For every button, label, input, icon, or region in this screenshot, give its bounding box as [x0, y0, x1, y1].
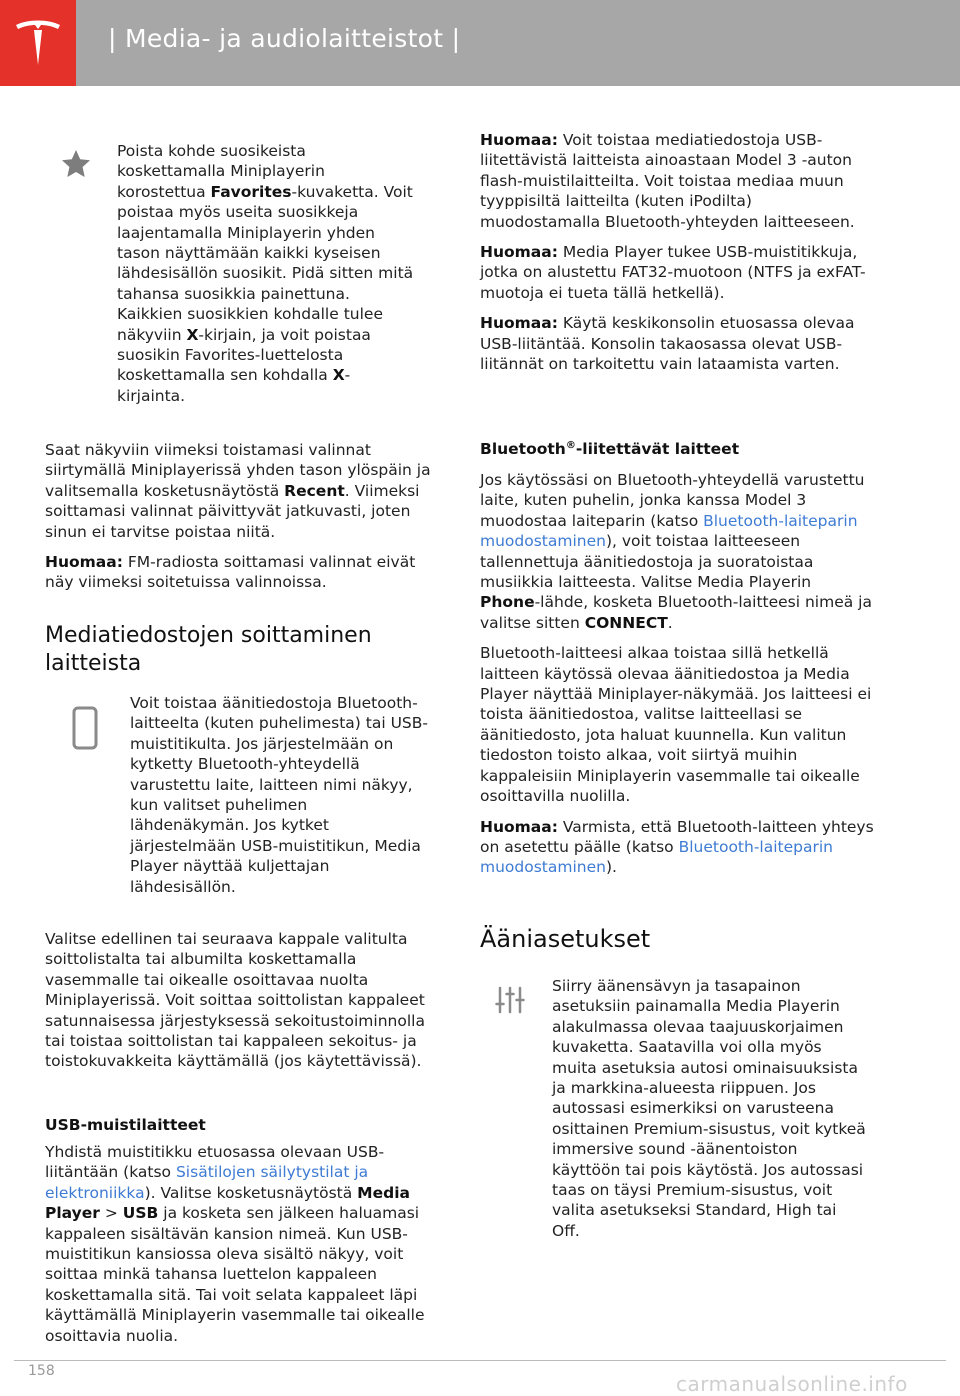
section-title-play: Mediatiedostojen soittaminen laitteista: [45, 623, 372, 676]
playlist-paragraph: Valitse edellinen tai seuraava kappale valitulta soittolistalta tai albumilta koskettamalla vasemmalle tai oikealle osoittavaa nuolta Miniplayerissä. Voit soittaa soittolistan kappaleet satunnaisessa järjestyksessä sekoitustoiminnolla tai toistaa soittolistan tai kappaleen sekoitus- ja toistokuvakkeita käyttämällä (jos käytettävissä).: [45, 930, 425, 1071]
left-column: [45, 440, 440, 603]
recent-label: Recent: [284, 481, 345, 500]
star-icon: [60, 148, 92, 180]
bluetooth-paragraph-2: Bluetooth-laitteesi alkaa toistaa sillä hetkellä laitteen käytössä olevaa äänitiedostoa ja Media Player näyttää Miniplayer-näkymää. Jos laitteesi ei toista äänitiedostoa, valitse laitteellasi se äänitiedosto, jota haluat kuunnella. Kun valitun tiedoston toisto alkaa, voit siirtyä muihin kappaleisiin Miniplayerin vasemmalle tai oikealle osoittavilla nuolilla.: [480, 644, 872, 806]
bluetooth-paragraph-1: Jos käytössäsi on Bluetooth-yhteydellä varustettu laite, kuten puhelin, jonka kanssa Model 3 muodostaa laiteparin (katso Bluetooth-laiteparin muodostaminen), voit toistaa laitteeseen tallennettuja äänitiedostoja ja suoratoistaa musiikkia laitteesta. Valitse Media Playerin Phone-lähde, kosketa Bluetooth-laitteesi nimeä ja valitse sitten CONNECT.: [480, 471, 872, 632]
x-label: X: [332, 366, 345, 385]
bluetooth-pairing-link[interactable]: Bluetooth-laiteparin muodostaminen: [480, 511, 858, 551]
page-number: 158: [28, 1363, 55, 1379]
audio-section-title: Ääniasetukset: [480, 925, 651, 953]
audio-settings-text: Siirry äänensävyn ja tasapainon asetuksiin painamalla Media Playerin alakulmassa olevaa taajuuskorjaimen kuvaketta. Saatavilla voi olla myös muita asetuksia autosi ominaisuuksista ja markkina-alueesta riippuen. Jos autossasi esimerkiksi on varusteena osittainen Premium-sisustus, voit kytkeä immersive sound -äänentoiston käyttöön tai pois käytöstä. Jos autossasi taas on täysi Premium-sisustus, voit valita asetukseksi Standard, High tai Off.: [552, 977, 866, 1240]
footer-divider: [14, 1360, 946, 1361]
phone-icon: [72, 706, 98, 750]
left-column-lower: [45, 929, 440, 1082]
bluetooth-text: [480, 470, 875, 888]
recent-paragraph: Saat näkyviin viimeksi toistamasi valinnat siirtymällä Miniplayerissä yhden tason ylöspäin ja valitsemalla kosketusnäytöstä Recent. Viimeksi soittamasi valinnat päivittyvät jatkuvasti, joten sinun ei tarvitse poistaa niitä.: [45, 441, 431, 541]
bluetooth-pairing-link-2[interactable]: Bluetooth-laiteparin muodostaminen: [480, 837, 833, 877]
storage-link[interactable]: Sisätilojen säilytystilat ja elektroniikka: [45, 1163, 369, 1202]
usb-paragraph: Yhdistä muistitikku etuosassa olevaan USB-liitäntään (katso Sisätilojen säilytystilat ja elektroniikka). Valitse kosketusnäytöstä Media Player > USB ja kosketa sen jälkeen haluamasi kappaleen sisältävän kansion nimeä. Kun USB-muistitikun kansiossa oleva sisältö näkyy, voit soittaa minkä tahansa luettelon kappaleen koskettamalla sitä. Tai voit selata kappaleet läpi käyttämällä Miniplayerin vasemmalle tai oikealle osoittavia nuolia.: [45, 1143, 425, 1345]
play-devices-text: Voit toistaa äänitiedostoja Bluetooth-laitteelta (kuten puhelimesta) tai USB-muistitikulta. Jos järjestelmään on kytketty Bluetooth-yhteydellä varustettu laite, laitteen nimi näkyy, kun valitset puhelimen lähdenäkymän. Jos kytket järjestelmään USB-muistitikun, Media Player näyttää kuljettajan lähdesisällön.: [130, 694, 428, 896]
favorites-remove-text: Poista kohde suosikeista koskettamalla Miniplayerin korostettua Favorites-kuvaketta. Voit poistaa myös useita suosikkeja laajentamalla Miniplayerin yhden tason näyttämään kaikki kyseisen lähdesisällön suosikit. Pidä sitten mitä tahansa suosikkia painettuna. Kaikkien suosikkien kohdalle tulee näkyviin X-kirjain, ja voit poistaa suosikin Favorites-luettelosta koskettamalla sen kohdalla X-kirjainta.: [117, 142, 414, 405]
equalizer-icon: [494, 984, 526, 1016]
bluetooth-section-title: Bluetooth®-liitettävät laitteet: [480, 440, 740, 459]
fm-note: Huomaa: FM-radiosta soittamasi valinnat eivät näy viimeksi soitetuissa valinnoissa.: [45, 553, 416, 592]
tesla-logo: [0, 0, 76, 86]
favorites-label: Favorites: [210, 182, 292, 201]
page-header: [0, 0, 960, 86]
bluetooth-note: Huomaa: Varmista, että Bluetooth-laitteen yhteys on asetettu päälle (katso Bluetooth-laiteparin muodostaminen).: [480, 817, 874, 877]
header-title: | Media- ja audiolaitteistot |: [108, 24, 461, 53]
note-usb-format: Huomaa: Media Player tukee USB-muistitikkuja, jotka on alustettu FAT32-muotoon (NTFS ja exFAT-muotoja ei tueta tällä hetkellä).: [480, 243, 866, 302]
note-usb-devices: Huomaa: Voit toistaa mediatiedostoja USB-liitettävistä laitteista ainoastaan Model 3 -auton flash-muistilaitteilta. Voit toistaa mediaa muun tyyppisiltä laitteilta (kuten iPodilta) muodostamalla Bluetooth-yhteyden laitteeseen.: [480, 131, 855, 231]
note-usb-port: Huomaa: Käytä keskikonsolin etuosassa olevaa USB-liitäntää. Konsolin takaosassa olevat USB-liitännät on tarkoitettu vain lataamista varten.: [480, 314, 855, 374]
x-label: X: [186, 325, 199, 344]
right-column-notes: [480, 130, 875, 384]
usb-section-title: USB-muistilaitteet: [45, 1116, 206, 1134]
watermark: carmanualsonline.info: [676, 1372, 908, 1396]
tesla-logo-icon: [14, 17, 62, 69]
